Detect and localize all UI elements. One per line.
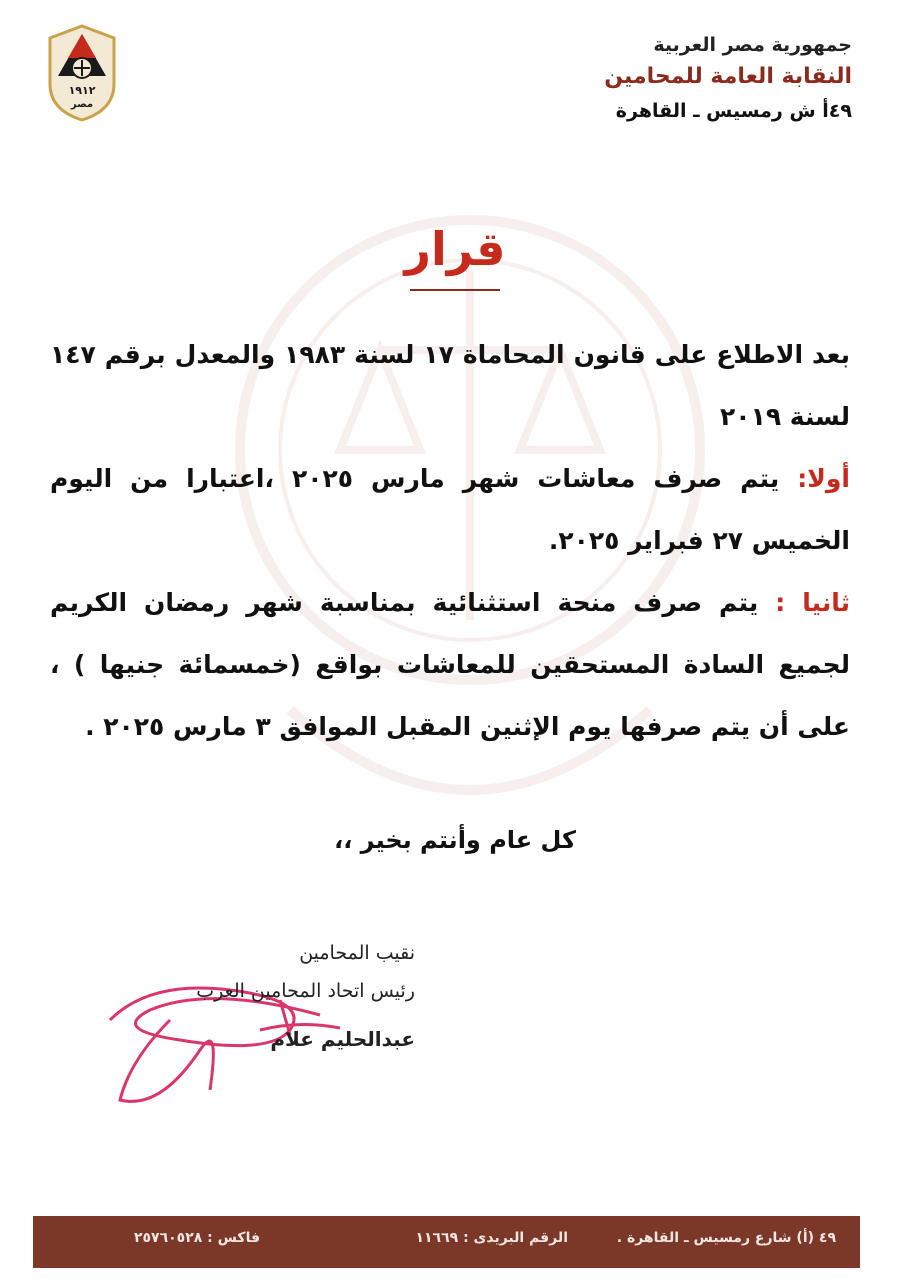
signature-block xyxy=(115,934,415,1058)
closing-greeting: كل عام وأنتم بخير ،، xyxy=(334,826,576,854)
title-underline xyxy=(410,289,500,291)
document-title: قرار xyxy=(404,222,506,276)
bar-association-emblem-icon xyxy=(44,24,120,122)
footer-band xyxy=(33,1216,860,1268)
emblem-label: مصر xyxy=(70,99,94,110)
clause-second-text: يتم صرف منحة استثنائية بمناسبة شهر رمضان الكريم لجميع السادة المستحقين للمعاشات بواقع (خمسمائة جنيها ) ، على أن يتم صرفها يوم الإثنين المقبل الموافق ٣ مارس ٢٠٢٥ . xyxy=(50,588,850,741)
preamble: بعد الاطلاع على قانون المحاماة ١٧ لسنة ١٩٨٣ والمعدل برقم ١٤٧ لسنة ٢٠١٩ xyxy=(50,340,850,431)
syndicate-name: النقابة العامة للمحامين xyxy=(604,64,852,89)
decision-body xyxy=(50,324,850,758)
header-address: ٤٩أ ش رمسيس ـ القاهرة xyxy=(615,100,852,122)
clause-first-text: يتم صرف معاشات شهر مارس ٢٠٢٥ ،اعتبارا من اليوم الخميس ٢٧ فبراير ٢٠٢٥. xyxy=(50,464,850,555)
footer-fax: فاكس : ٢٥٧٦٠٥٢٨ xyxy=(133,1230,260,1246)
signer-name: عبدالحليم علام xyxy=(270,1027,415,1051)
clause-first xyxy=(50,448,850,572)
clause-second xyxy=(50,572,850,758)
clause-second-label: ثانيا : xyxy=(775,588,850,617)
footer-address: ٤٩ (أ) شارع رمسيس ـ القاهرة . xyxy=(616,1230,836,1246)
signer-title-1: نقيب المحامين xyxy=(299,942,415,964)
footer-postal: الرقم البريدى : ١١٦٦٩ xyxy=(415,1230,568,1246)
signer-title-2: رئيس اتحاد المحامين العرب xyxy=(196,980,415,1002)
country-name: جمهورية مصر العربية xyxy=(653,34,852,56)
emblem-year: ١٩١٢ xyxy=(68,84,96,97)
clause-first-label: أولا: xyxy=(797,464,850,493)
letterhead xyxy=(604,30,852,126)
